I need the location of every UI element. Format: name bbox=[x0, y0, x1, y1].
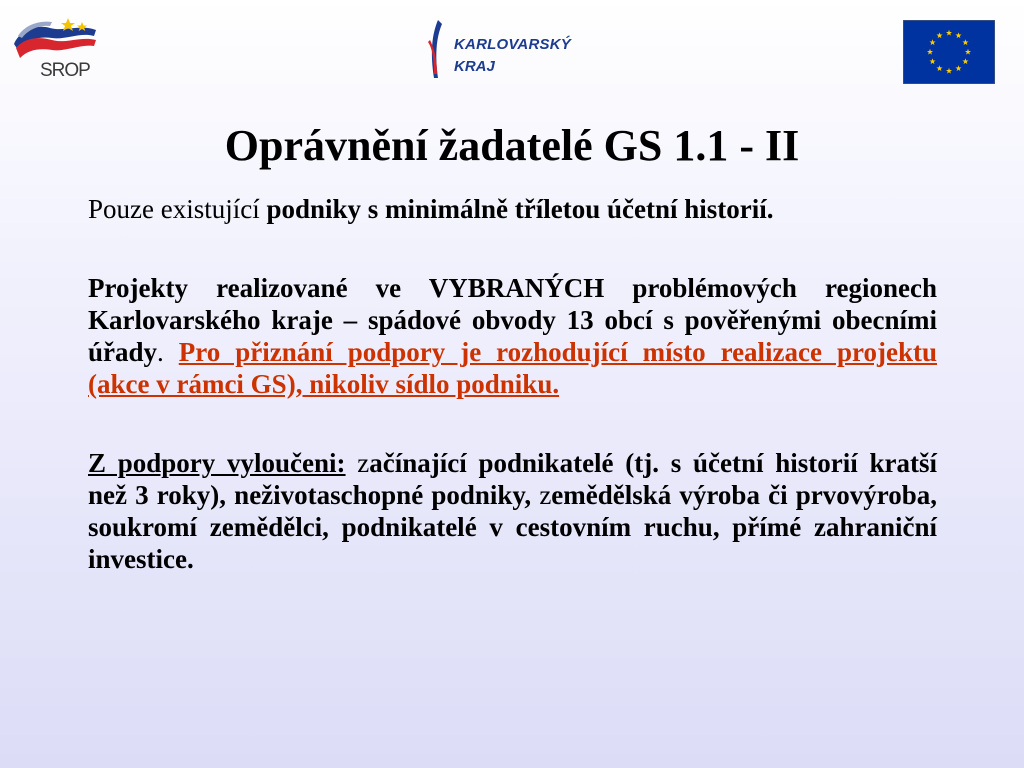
kk-logo-text-line2: KRAJ bbox=[454, 58, 495, 75]
p3-z2: z bbox=[539, 480, 552, 510]
p2-dot: . bbox=[157, 337, 179, 367]
karlovarsky-kraj-logo bbox=[424, 18, 604, 82]
slide-content bbox=[88, 193, 937, 575]
paragraph-excluded bbox=[88, 447, 937, 575]
p1-intro: Pouze existující bbox=[88, 194, 267, 224]
kk-logo-text-line1: KARLOVARSKÝ bbox=[454, 36, 571, 53]
slide-title: Oprávnění žadatelé GS 1.1 - II bbox=[224, 121, 800, 170]
srop-logo-text: SROP bbox=[40, 60, 90, 81]
p2-bold: Projekty realizované ve VYBRANÝCH problémových regionech Karlovarského kraje – spádové obvody 13 obcí s pověřenými obecními úřady bbox=[88, 273, 937, 367]
eu-flag bbox=[903, 20, 995, 84]
srop-emblem-icon bbox=[10, 14, 102, 64]
srop-logo bbox=[10, 14, 102, 84]
p1-bold: podniky s minimálně tříletou účetní historií. bbox=[266, 194, 774, 224]
p3-bold2: emědělská výroba či prvovýroba, soukromí zemědělci, podnikatelé v cestovním ruchu, přímé zahraniční investice. bbox=[88, 480, 937, 574]
p3-bold1: ačínající podnikatelé (tj. s účetní historií kratší než 3 roky), neživotaschopné podniky, bbox=[88, 448, 938, 510]
paragraph-selected-regions bbox=[88, 272, 937, 400]
p3-label: Z podpory vyloučeni: bbox=[88, 448, 346, 478]
p3-z: z bbox=[345, 448, 370, 478]
eu-flag-icon bbox=[903, 20, 995, 84]
p2-location-link[interactable]: Pro přiznání podpory je rozhodující místo realizace projektu (akce v rámci GS), nikoliv sídlo podniku. bbox=[88, 337, 937, 399]
paragraph-eligible-firms bbox=[88, 193, 937, 225]
